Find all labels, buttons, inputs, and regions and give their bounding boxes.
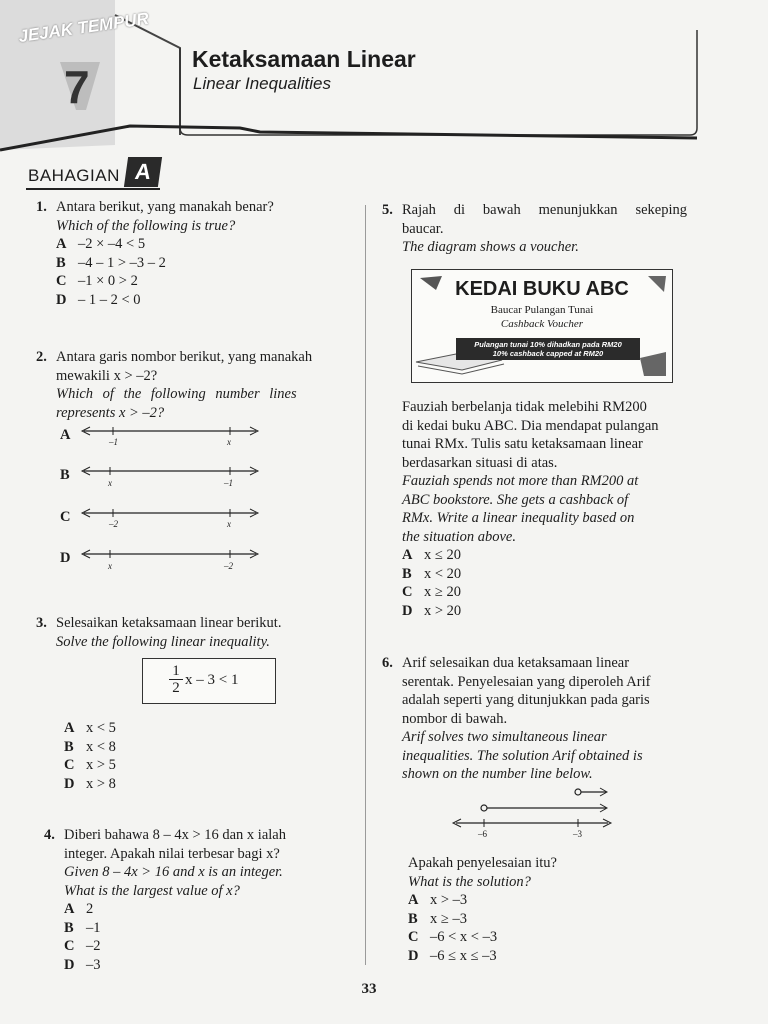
tick-label-right: –3 bbox=[573, 829, 582, 839]
option-c[interactable]: C –1 × 0 > 2 bbox=[56, 273, 138, 289]
question-text-en: Which of the following is true? bbox=[56, 217, 236, 234]
option-a[interactable]: A 2 bbox=[64, 901, 94, 917]
body-en-line: RMx. Write a linear inequality based on bbox=[402, 510, 635, 526]
question-1 bbox=[36, 198, 356, 309]
q5-body bbox=[402, 398, 687, 620]
option-b[interactable]: B x < 8 bbox=[64, 738, 116, 755]
question-text-ms-2: mewakili x > –2? bbox=[56, 367, 158, 384]
option-a[interactable]: A x ≤ 20 bbox=[402, 547, 461, 563]
number-line-c bbox=[80, 506, 260, 522]
question-number: 2. bbox=[36, 349, 47, 365]
option-d[interactable]: D – 1 – 2 < 0 bbox=[56, 291, 141, 308]
question-3 bbox=[36, 614, 356, 651]
body-en-line: ABC bookstore. She gets a cashback of bbox=[402, 491, 629, 508]
voucher-banner-en: 10% cashback capped at RM20 bbox=[492, 349, 604, 358]
body-ms-line: Arif selesaikan dua ketaksamaan linear bbox=[402, 655, 630, 671]
question-text-en: Solve the following linear inequality. bbox=[56, 633, 270, 650]
question-text-en: The diagram shows a voucher. bbox=[402, 239, 579, 255]
option-b[interactable]: B x < 20 bbox=[402, 565, 462, 582]
question-text-ms: Antara garis nombor berikut, yang manakah bbox=[56, 349, 313, 365]
question-number: 6. bbox=[382, 655, 393, 671]
tick-label-left: –2 bbox=[109, 519, 118, 529]
question-text-ms: Diberi bahawa 8 – 4x > 16 dan x ialah bbox=[64, 827, 286, 843]
body-ms-line: di kedai buku ABC. Dia mendapat pulangan bbox=[402, 417, 659, 434]
question-2 bbox=[36, 348, 356, 422]
body-en-line: the situation above. bbox=[402, 528, 516, 545]
question-6 bbox=[382, 654, 687, 784]
option-d[interactable]: D –6 ≤ x ≤ –3 bbox=[408, 947, 497, 964]
column-divider bbox=[365, 205, 366, 965]
option-d[interactable]: D –3 bbox=[64, 956, 101, 973]
body-en-line: inequalities. The solution Arif obtained is bbox=[402, 747, 643, 764]
tick-label-right: –2 bbox=[224, 561, 233, 571]
option-letter: B bbox=[60, 467, 70, 483]
voucher-banner-ms: Pulangan tunai 10% dihadkan pada RM20 bbox=[474, 340, 622, 349]
fraction bbox=[169, 663, 183, 696]
question-4 bbox=[44, 826, 364, 974]
chapter-title: Ketaksamaan Linear bbox=[192, 46, 416, 72]
option-b[interactable]: B x ≥ –3 bbox=[408, 910, 467, 927]
tick-label-left: x bbox=[108, 561, 112, 571]
section-letter: A bbox=[124, 157, 162, 187]
body-en-line: Arif solves two simultaneous linear bbox=[402, 729, 607, 745]
fraction-denominator: 2 bbox=[169, 679, 183, 696]
q6-number-line bbox=[448, 782, 618, 834]
question-number: 5. bbox=[382, 202, 393, 218]
q6-question bbox=[408, 854, 688, 965]
chapter-subtitle: Linear Inequalities bbox=[193, 74, 331, 93]
page-number: 33 bbox=[361, 981, 377, 997]
tick-label-left: x bbox=[108, 478, 112, 488]
option-letter: D bbox=[60, 550, 71, 566]
option-a[interactable]: A –2 × –4 < 5 bbox=[56, 236, 146, 252]
option-a[interactable]: A x < 5 bbox=[64, 720, 116, 736]
question-text-en: Which of the following number lines bbox=[56, 386, 297, 402]
body-ms-line: berdasarkan situasi di atas. bbox=[402, 454, 558, 471]
corner-badge: JEJAK TEMPUR bbox=[17, 8, 150, 47]
number-line-a bbox=[80, 424, 260, 440]
voucher-banner bbox=[456, 340, 640, 358]
option-letter: C bbox=[60, 509, 71, 525]
voucher-line-en: Cashback Voucher bbox=[500, 318, 584, 330]
voucher-line-ms: Baucar Pulangan Tunai bbox=[490, 304, 594, 316]
option-b[interactable]: B –1 bbox=[64, 919, 101, 936]
question-text-ms: Rajah di bawah menunjukkan sekeping bbox=[402, 202, 687, 218]
tick-label-left: –1 bbox=[109, 437, 118, 447]
body-ms-line: adalah seperti yang ditunjukkan pada garis bbox=[402, 692, 650, 708]
option-d[interactable]: D x > 20 bbox=[402, 602, 462, 619]
question-text-ms: Antara berikut, yang manakah benar? bbox=[56, 199, 274, 215]
question-number: 1. bbox=[36, 199, 47, 215]
section-underline bbox=[26, 188, 160, 190]
body-en-line: Fauziah spends not more than RM200 at bbox=[402, 473, 639, 489]
option-c[interactable]: C x ≥ 20 bbox=[402, 584, 461, 600]
option-c[interactable]: C –6 < x < –3 bbox=[408, 929, 498, 945]
voucher-shop-name: KEDAI BUKU ABC bbox=[455, 278, 629, 300]
inequality-box bbox=[142, 658, 276, 704]
question-text-en-2: represents x > –2? bbox=[56, 404, 165, 421]
option-letter: A bbox=[60, 427, 71, 443]
q3-options bbox=[64, 719, 116, 793]
option-c[interactable]: C x > 5 bbox=[64, 757, 116, 773]
option-c[interactable]: C –2 bbox=[64, 938, 101, 954]
tick-label-right: x bbox=[227, 437, 231, 447]
question-text-ms-2: integer. Apakah nilai terbesar bagi x? bbox=[64, 845, 280, 862]
question-text-ms: Selesaikan ketaksamaan linear berikut. bbox=[56, 615, 282, 631]
question-text-en-2: What is the largest value of x? bbox=[64, 882, 240, 899]
number-line-b bbox=[80, 464, 260, 480]
number-line-d bbox=[80, 547, 260, 563]
body-ms-line: serentak. Penyelesaian yang diperoleh Arif bbox=[402, 673, 651, 690]
body-ms-line: Fauziah berbelanja tidak melebihi RM200 bbox=[402, 399, 647, 415]
question-number: 3. bbox=[36, 615, 47, 631]
question-5 bbox=[382, 201, 687, 257]
expression: x – 3 < 1 bbox=[185, 672, 239, 688]
body-en-line: shown on the number line below. bbox=[402, 766, 593, 782]
question-number: 4. bbox=[44, 827, 55, 843]
tick-label-left: –6 bbox=[478, 829, 487, 839]
section-label: BAHAGIAN bbox=[28, 166, 120, 185]
fraction-numerator: 1 bbox=[172, 663, 180, 679]
body-ms-line: nombor di bawah. bbox=[402, 710, 508, 727]
tick-label-right: –1 bbox=[224, 478, 233, 488]
chapter-number: 7 bbox=[64, 61, 90, 113]
body-ms-line: tunai RMx. Tulis satu ketaksamaan linear bbox=[402, 436, 643, 452]
question-text-en: Given 8 – 4x > 16 and x is an integer. bbox=[64, 864, 283, 880]
voucher bbox=[411, 269, 673, 383]
option-a[interactable]: A x > –3 bbox=[408, 892, 468, 908]
question-text-ms-2: baucar. bbox=[402, 220, 444, 237]
option-b[interactable]: B –4 – 1 > –3 – 2 bbox=[56, 254, 166, 271]
question-text-ms: Apakah penyelesaian itu? bbox=[408, 855, 557, 871]
question-text-en: What is the solution? bbox=[408, 873, 531, 890]
option-d[interactable]: D x > 8 bbox=[64, 775, 116, 792]
tick-label-right: x bbox=[227, 519, 231, 529]
